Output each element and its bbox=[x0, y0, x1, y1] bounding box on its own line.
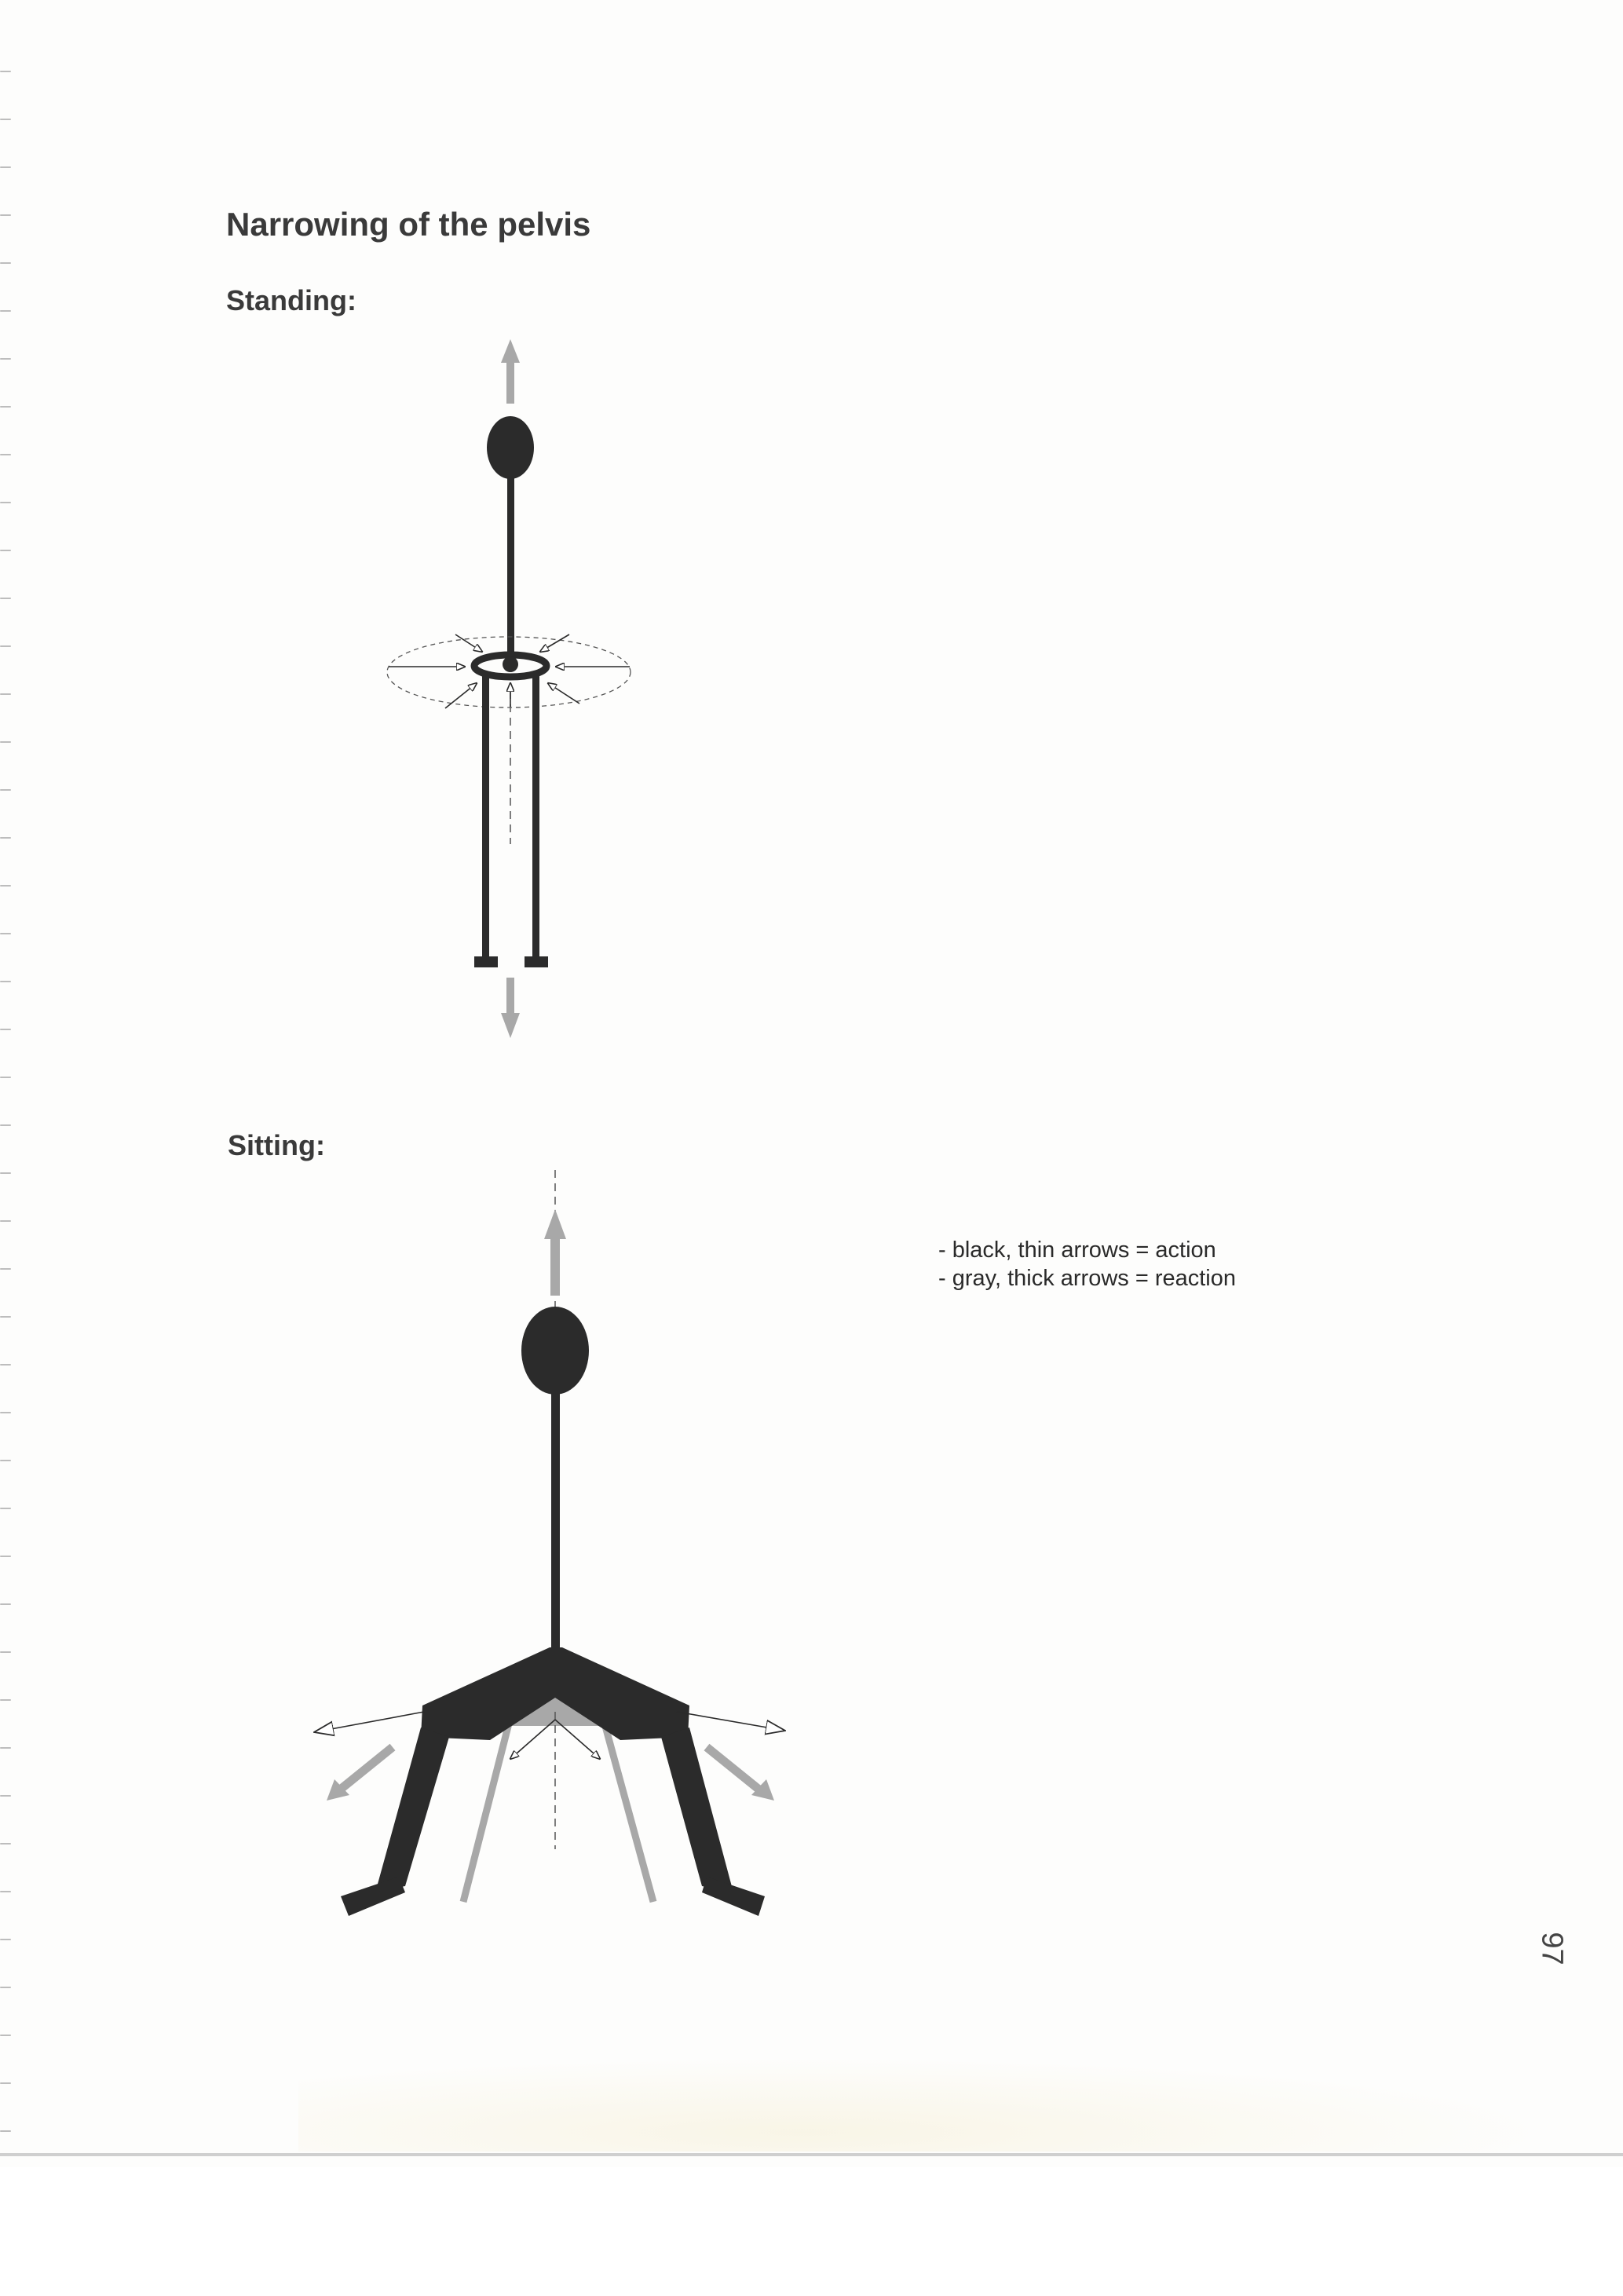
standing-heading: Standing: bbox=[226, 284, 356, 316]
head-sitting bbox=[521, 1307, 589, 1395]
reaction-arrow-up bbox=[501, 339, 520, 404]
right-foot bbox=[525, 956, 548, 967]
reaction-arrow-down bbox=[501, 978, 520, 1038]
sitting-figure bbox=[314, 1170, 785, 1916]
right-leg bbox=[532, 675, 539, 958]
spine-sitting bbox=[551, 1390, 560, 1661]
head bbox=[487, 416, 534, 479]
reaction-arrow-up-sitting bbox=[544, 1209, 566, 1296]
right-leg-sitting bbox=[661, 1727, 733, 1892]
legend-item-reaction: - gray, thick arrows = reaction bbox=[938, 1266, 1237, 1291]
page-title: Narrowing of the pelvis bbox=[226, 206, 591, 243]
reaction-arrows-sitting bbox=[327, 1747, 774, 1801]
page-number: 97 bbox=[1535, 1932, 1569, 1965]
left-leg bbox=[482, 675, 489, 958]
left-foot bbox=[474, 956, 498, 967]
spine bbox=[507, 477, 514, 663]
sitting-heading: Sitting: bbox=[228, 1129, 325, 1161]
legend-item-action: - black, thin arrows = action bbox=[938, 1238, 1216, 1263]
standing-figure bbox=[387, 339, 631, 1038]
